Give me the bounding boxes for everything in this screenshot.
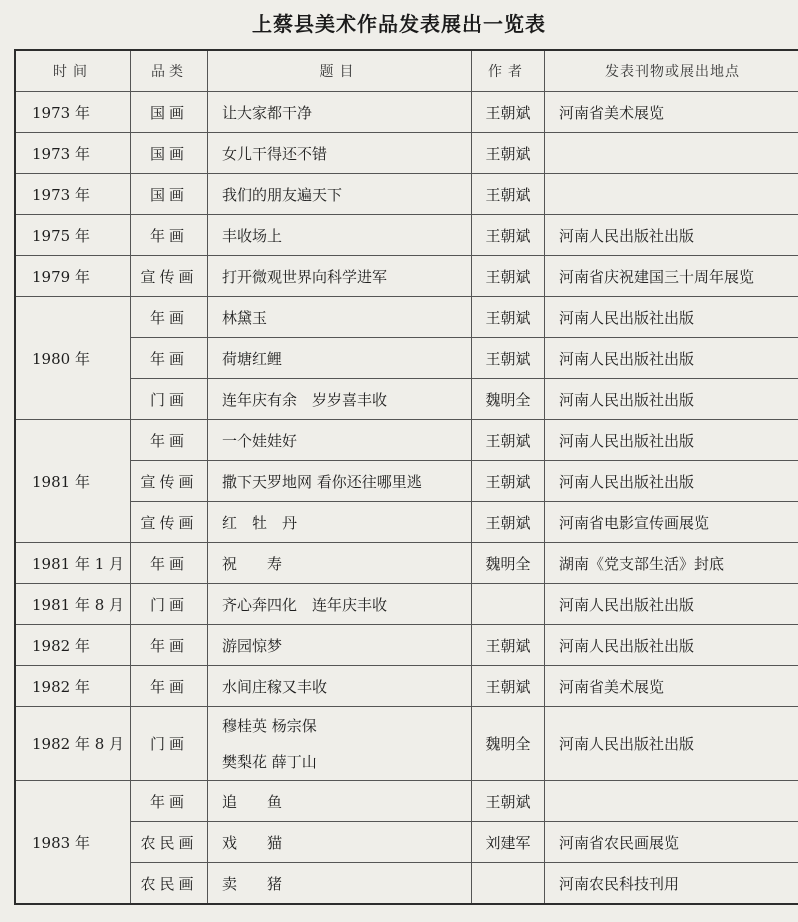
cell-time: 1982 年 <box>15 625 131 666</box>
cell-category: 国画 <box>131 92 208 133</box>
cell-category: 年画 <box>131 666 208 707</box>
cell-title: 祝 寿 <box>208 543 472 584</box>
table-row <box>15 863 798 905</box>
cell-author: 刘建军 <box>472 822 545 863</box>
cell-author: 王朝斌 <box>472 781 545 822</box>
cell-author: 王朝斌 <box>472 174 545 215</box>
cell-time: 1983 年 <box>15 781 131 905</box>
table-row <box>15 379 798 420</box>
cell-author: 魏明全 <box>472 543 545 584</box>
table-row <box>15 256 798 297</box>
cell-title: 戏 猫 <box>208 822 472 863</box>
cell-title: 我们的朋友遍天下 <box>208 174 472 215</box>
cell-author: 王朝斌 <box>472 666 545 707</box>
cell-title: 林黛玉 <box>208 297 472 338</box>
cell-place: 河南人民出版社出版 <box>545 461 798 502</box>
cell-place: 河南省美术展览 <box>545 92 798 133</box>
cell-time: 1982 年 8 月 <box>15 707 131 781</box>
table-row <box>15 781 798 822</box>
cell-title: 一个娃娃好 <box>208 420 472 461</box>
cell-title: 丰收场上 <box>208 215 472 256</box>
cell-time: 1973 年 <box>15 174 131 215</box>
table-row <box>15 625 798 666</box>
cell-place: 河南人民出版社出版 <box>545 420 798 461</box>
cell-title <box>208 707 472 781</box>
cell-place: 河南省庆祝建国三十周年展览 <box>545 256 798 297</box>
cell-category: 年画 <box>131 543 208 584</box>
cell-time: 1982 年 <box>15 666 131 707</box>
header-category: 品类 <box>131 50 208 92</box>
header-title: 题目 <box>208 50 472 92</box>
cell-category: 宣传画 <box>131 256 208 297</box>
table-row <box>15 420 798 461</box>
cell-title: 女儿干得还不错 <box>208 133 472 174</box>
cell-place <box>545 133 798 174</box>
cell-title: 红 牡 丹 <box>208 502 472 543</box>
cell-category: 宣传画 <box>131 461 208 502</box>
table-row <box>15 133 798 174</box>
cell-time: 1980 年 <box>15 297 131 420</box>
cell-category: 宣传画 <box>131 502 208 543</box>
cell-place: 河南人民出版社出版 <box>545 707 798 781</box>
table-row <box>15 461 798 502</box>
header-place: 发表刊物或展出地点 <box>545 50 798 92</box>
cell-place: 河南省电影宣传画展览 <box>545 502 798 543</box>
cell-category: 年画 <box>131 215 208 256</box>
cell-place: 河南人民出版社出版 <box>545 338 798 379</box>
header-time: 时间 <box>15 50 131 92</box>
cell-category: 门画 <box>131 707 208 781</box>
cell-title: 连年庆有余 岁岁喜丰收 <box>208 379 472 420</box>
document-title: 上蔡县美术作品发表展出一览表 <box>252 12 546 36</box>
cell-author: 王朝斌 <box>472 92 545 133</box>
cell-author: 王朝斌 <box>472 502 545 543</box>
exhibition-table-container <box>14 49 794 905</box>
header-author: 作者 <box>472 50 545 92</box>
cell-title: 荷塘红鲤 <box>208 338 472 379</box>
cell-author <box>472 584 545 625</box>
cell-author: 魏明全 <box>472 707 545 781</box>
cell-time: 1981 年 <box>15 420 131 543</box>
cell-time: 1981 年 1 月 <box>15 543 131 584</box>
cell-title: 追 鱼 <box>208 781 472 822</box>
table-row <box>15 92 798 133</box>
cell-place: 河南农民科技刊用 <box>545 863 798 905</box>
cell-title-line-2: 樊梨花 薛丁山 <box>222 752 317 771</box>
cell-category: 门画 <box>131 379 208 420</box>
cell-category: 年画 <box>131 625 208 666</box>
cell-category: 国画 <box>131 174 208 215</box>
table-row <box>15 822 798 863</box>
cell-place: 河南人民出版社出版 <box>545 584 798 625</box>
header-row <box>15 50 798 92</box>
cell-author: 王朝斌 <box>472 461 545 502</box>
cell-title-line-1: 穆桂英 杨宗保 <box>222 716 317 735</box>
table-row <box>15 584 798 625</box>
cell-category: 农民画 <box>131 863 208 905</box>
table-row <box>15 666 798 707</box>
cell-category: 年画 <box>131 420 208 461</box>
cell-time: 1973 年 <box>15 92 131 133</box>
cell-place: 河南人民出版社出版 <box>545 379 798 420</box>
cell-place <box>545 174 798 215</box>
cell-category: 门画 <box>131 584 208 625</box>
table-row <box>15 502 798 543</box>
table-row <box>15 215 798 256</box>
table-row <box>15 174 798 215</box>
cell-category: 年画 <box>131 781 208 822</box>
cell-category: 年画 <box>131 297 208 338</box>
cell-title: 撒下天罗地网 看你还往哪里逃 <box>208 461 472 502</box>
exhibition-table <box>14 49 798 905</box>
cell-place: 河南人民出版社出版 <box>545 215 798 256</box>
cell-place: 河南省美术展览 <box>545 666 798 707</box>
table-row <box>15 338 798 379</box>
cell-author: 王朝斌 <box>472 256 545 297</box>
cell-place: 河南人民出版社出版 <box>545 297 798 338</box>
cell-category: 农民画 <box>131 822 208 863</box>
cell-author: 王朝斌 <box>472 420 545 461</box>
cell-author: 王朝斌 <box>472 297 545 338</box>
table-row <box>15 297 798 338</box>
cell-title: 打开微观世界向科学进军 <box>208 256 472 297</box>
cell-place <box>545 781 798 822</box>
cell-time: 1973 年 <box>15 133 131 174</box>
cell-place: 河南人民出版社出版 <box>545 625 798 666</box>
cell-time: 1981 年 8 月 <box>15 584 131 625</box>
cell-author: 王朝斌 <box>472 338 545 379</box>
cell-place: 河南省农民画展览 <box>545 822 798 863</box>
cell-time: 1979 年 <box>15 256 131 297</box>
cell-category: 年画 <box>131 338 208 379</box>
cell-author: 王朝斌 <box>472 215 545 256</box>
cell-place: 湖南《党支部生活》封底 <box>545 543 798 584</box>
cell-title: 水间庄稼又丰收 <box>208 666 472 707</box>
table-row <box>15 707 798 781</box>
cell-author: 魏明全 <box>472 379 545 420</box>
cell-title: 齐心奔四化 连年庆丰收 <box>208 584 472 625</box>
cell-title: 游园惊梦 <box>208 625 472 666</box>
cell-title: 让大家都干净 <box>208 92 472 133</box>
cell-category: 国画 <box>131 133 208 174</box>
cell-title: 卖 猪 <box>208 863 472 905</box>
cell-author: 王朝斌 <box>472 625 545 666</box>
cell-author: 王朝斌 <box>472 133 545 174</box>
cell-author <box>472 863 545 905</box>
table-row <box>15 543 798 584</box>
cell-time: 1975 年 <box>15 215 131 256</box>
